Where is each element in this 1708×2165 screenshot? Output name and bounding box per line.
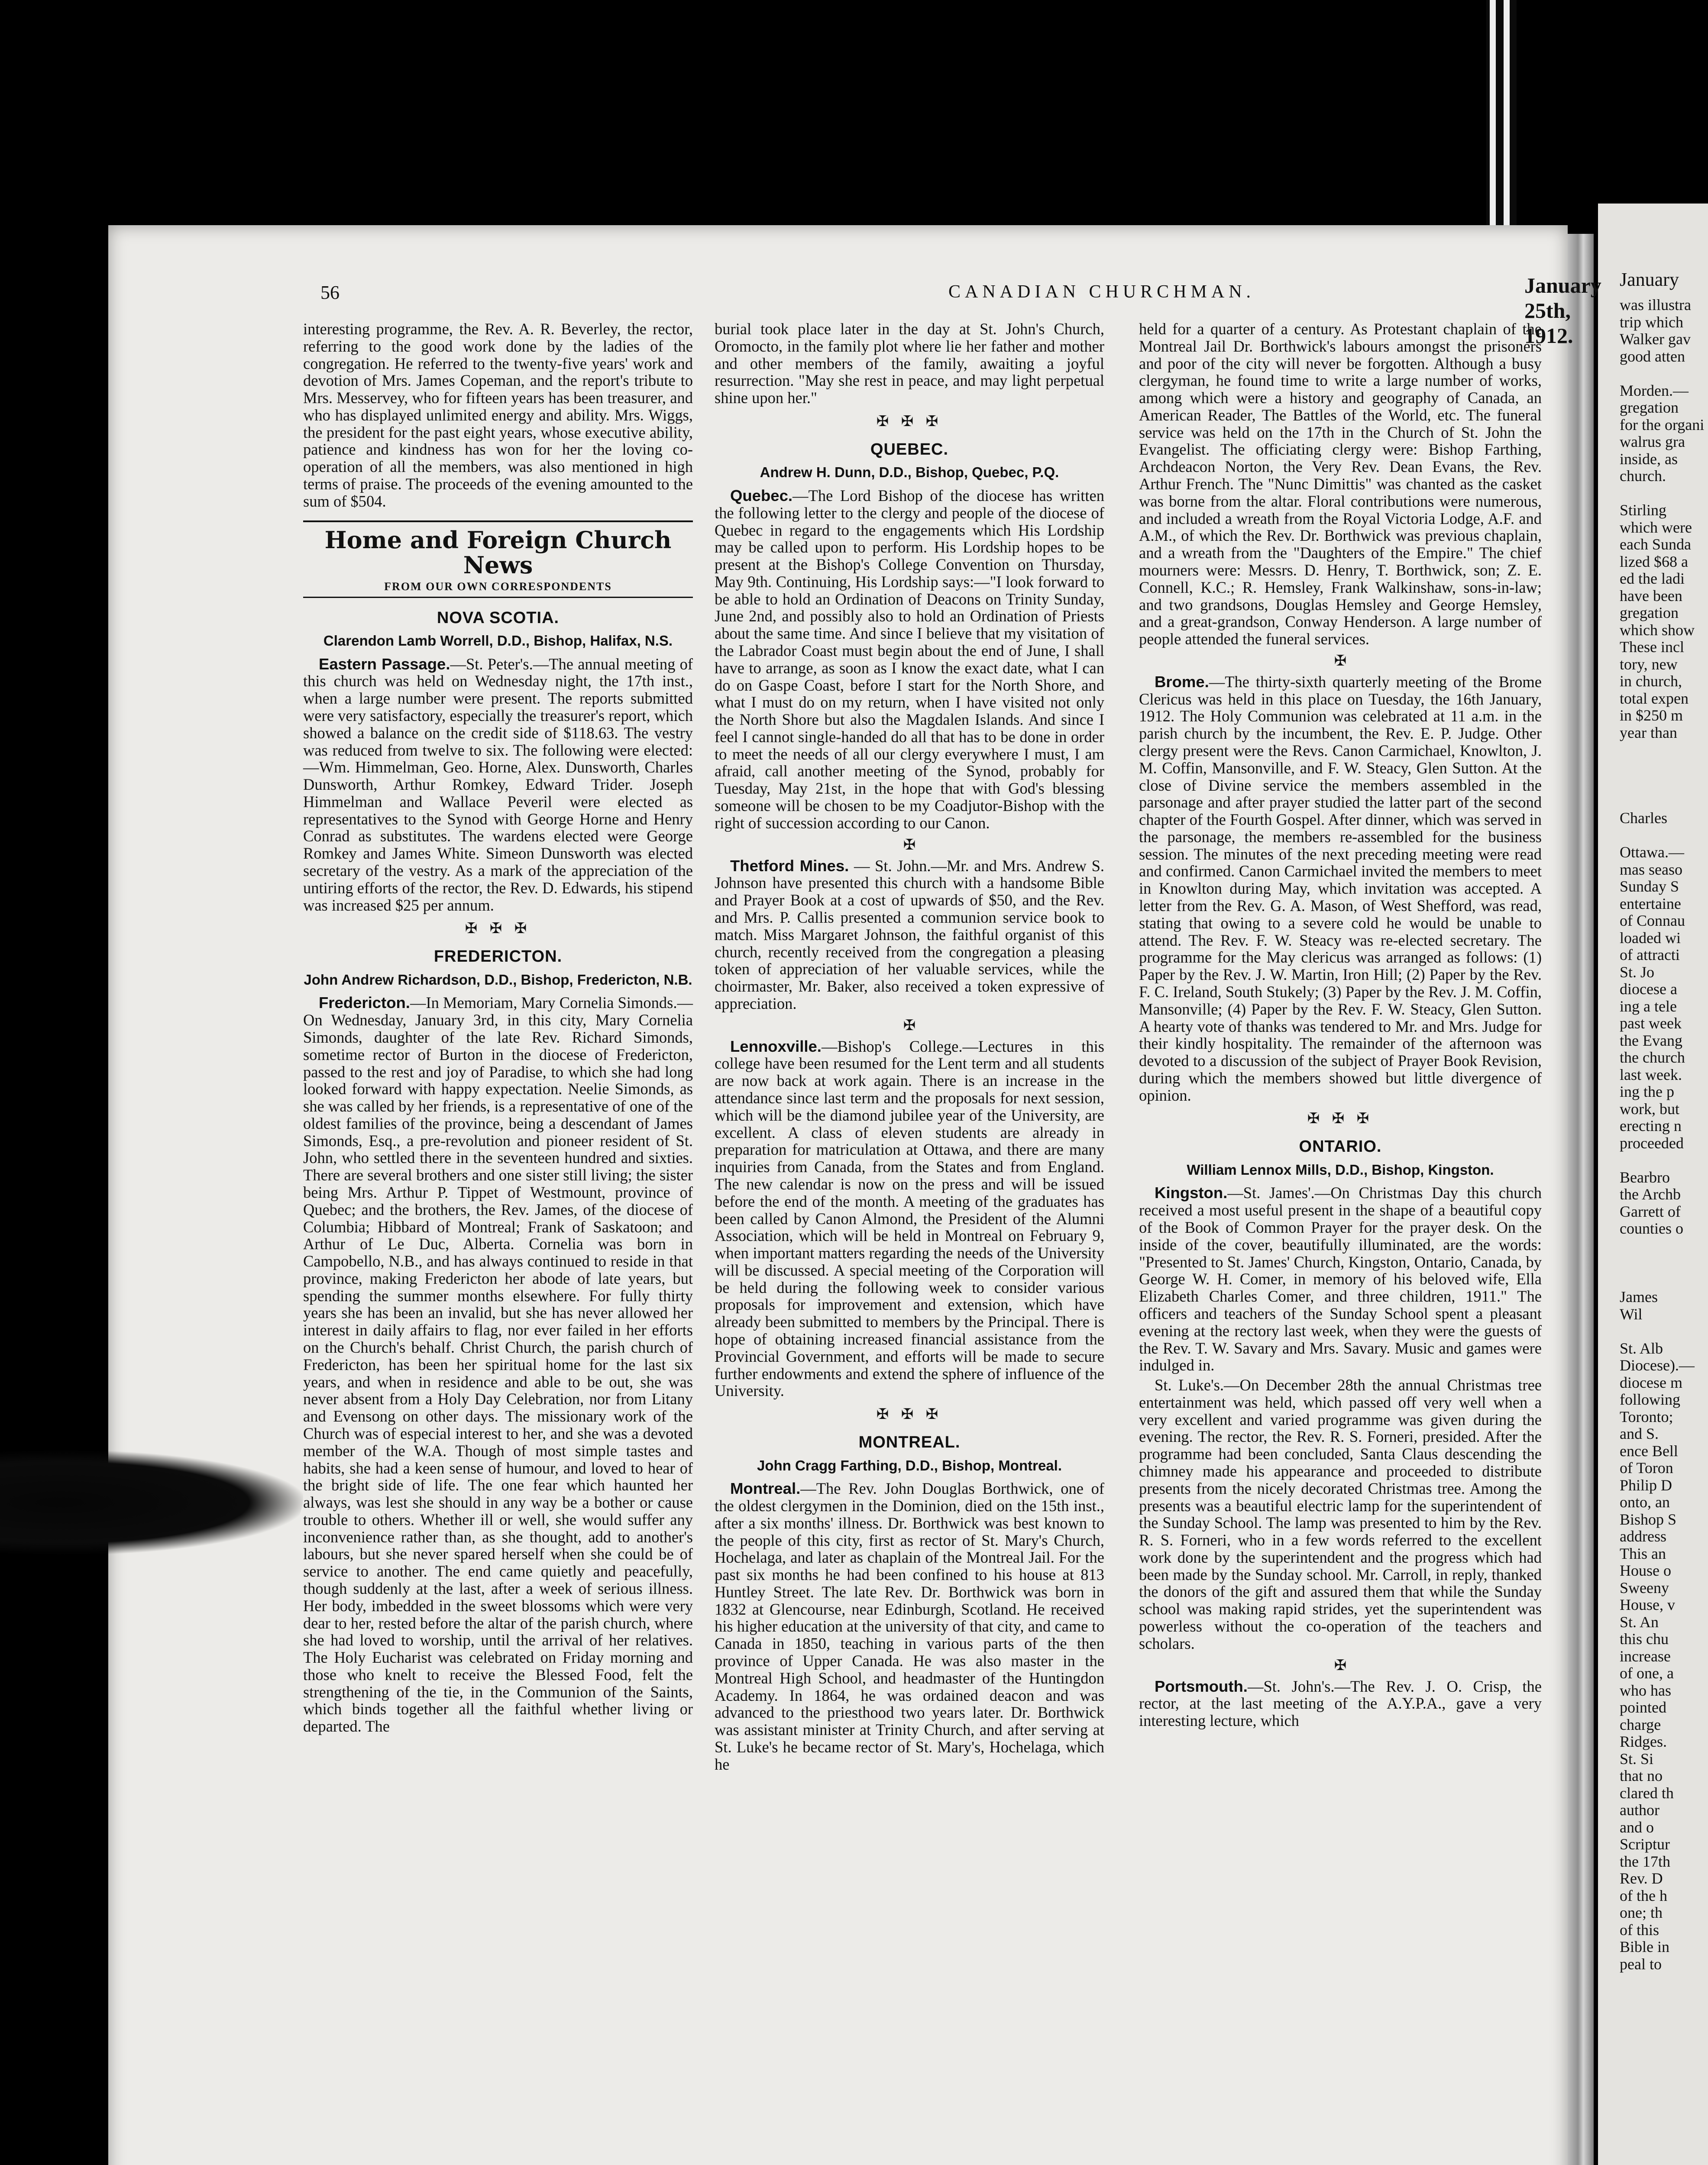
news-item: St. Luke's.—On December 28th the annual Christmas tree entertainment was held, which passed off very well when a very excellent and varied programme was given during the evening. The rector, the Rev. R. S. Forneri, presided. After the programme had been concluded, Santa Claus descending the chimney made his appearance and proceeded to distribute presents from the nicely decorated Christmas tree. Among the presents was a beautiful electric lamp for the superintendent of the Sunday School. The lamp was presented to him by the Rev. R. S. Forneri, who in a few words referred to the excellent work done by the superintendent and the progress which had been made by the Sunday school. Mr. Carroll, in reply, thanked the donors of the gift and assured them that while the Sunday school was making rapid strides, yet the superintendent was powerless without the co-operation of the teachers and scholars.	[1139, 1376, 1542, 1652]
adjacent-page-line: Sweeny	[1620, 1579, 1669, 1596]
adjacent-page-line: tory, new	[1620, 655, 1678, 673]
bishop-line: John Cragg Farthing, D.D., Bishop, Montreal.	[757, 1457, 1062, 1473]
diocese-heading-quebec: QUEBEC.	[870, 440, 949, 459]
adjacent-page-line: Bible in	[1620, 1938, 1669, 1955]
place-name: Montreal.	[730, 1480, 801, 1498]
adjacent-page-line: Charles	[1620, 809, 1667, 827]
adjacent-page-line: St. Jo	[1620, 963, 1655, 981]
ornament-divider: ✠ ✠ ✠	[876, 1406, 943, 1423]
adjacent-page-line: the Archb	[1620, 1186, 1681, 1203]
adjacent-page-line: which were	[1620, 518, 1692, 536]
banner-title: Home and Foreign Church News	[324, 526, 672, 579]
adjacent-page-line: trip which	[1620, 313, 1683, 331]
page-header	[182, 273, 1601, 348]
adjacent-page-line: last week.	[1620, 1066, 1682, 1083]
adjacent-page	[1598, 204, 1708, 2165]
bishop-line: William Lennox Mills, D.D., Bishop, Kingston.	[1187, 1161, 1494, 1178]
adjacent-page-line	[1620, 365, 1708, 382]
place-name: Thetford Mines.	[730, 856, 849, 875]
ornament-small: ✠	[1334, 1657, 1347, 1674]
adjacent-page-line: ing the p	[1620, 1083, 1674, 1100]
ornament-divider: ✠ ✠ ✠	[1307, 1111, 1374, 1127]
adjacent-page-line: gregation	[1620, 399, 1679, 416]
diocese-heading-ontario: ONTARIO.	[1299, 1137, 1382, 1156]
adjacent-page-line: lized $68 a	[1620, 553, 1688, 570]
news-item	[1139, 1184, 1542, 1374]
adjacent-page-line: Bearbro	[1620, 1168, 1670, 1186]
place-name: Portsmouth.	[1155, 1677, 1248, 1695]
adjacent-page-line	[1620, 827, 1708, 844]
adjacent-page-line: Rev. D	[1620, 1870, 1663, 1887]
adjacent-page-line	[1620, 793, 1708, 810]
adjacent-page-line	[1620, 1238, 1708, 1255]
news-item	[715, 487, 1104, 832]
article-continuation: held for a quarter of a century. As Protestant chaplain of the Montreal Jail Dr. Borthwick's labours amongst the prisoners and poor of the city will never be forgotten. Although a busy clergyman, he found time to write a large number of works, among which were a history and geography of Canada, an American Reader, The Battles of the World, etc. The funeral service was held on the 17th in the Church of St. John the Evangelist. The officiating clergy were: Bishop Farthing, Archdeacon Norton, the Very Rev. Dean Evans, the Rev. Arthur French. The "Nunc Dimittis" was chanted as the casket was borne from the altar. Floral contributions were numerous, and included a wreath from the Royal Victoria Lodge, A.F. and A.M., of which the Rev. Dr. Borthwick was previous chaplain, and a wreath from the "Daughters of the Empire." The chief mourners were: Messrs. D. Henry, T. Borthwick, son; Z. E. Connell, K.C.; R. Hemsley, Frank Walkinshaw, sons-in-law; and two grandsons, Douglas Hemsley and George Hemsley, and a great-grandson, Conway Henderson. A large number of people attended the funeral services.	[1139, 320, 1542, 648]
column-2	[715, 320, 1104, 1775]
adjacent-page-line: This an	[1620, 1545, 1666, 1562]
place-name: Lennoxville.	[730, 1037, 822, 1055]
adjacent-page-line: loaded wi	[1620, 929, 1681, 947]
adjacent-page-line: St. An	[1620, 1613, 1659, 1631]
adjacent-page-line: good atten	[1620, 347, 1685, 365]
bishop-line: Andrew H. Dunn, D.D., Bishop, Quebec, P.Q.	[760, 464, 1059, 481]
news-item	[303, 994, 693, 1735]
article-continuation: interesting programme, the Rev. A. R. Beverley, the rector, referring to the good work done by the ladies of the congregation. He referred to the twenty-five years' work and devotion of Mrs. James Copeman, and the report's tribute to Mrs. Messervey, who for fifteen years has been treasurer, and who has displayed unlimited energy and ability. Mrs. Wiggs, the president for the past eight years, whose executive ability, patience and kindness has won for her the loving co-operation of all the members, was also mentioned in high terms of praise. The proceeds of the evening amounted to the sum of $504.	[303, 320, 693, 510]
adjacent-page-line: Toronto;	[1620, 1408, 1673, 1425]
adjacent-page-line: of Toron	[1620, 1459, 1673, 1477]
news-text: —The Rev. John Douglas Borthwick, one of the oldest clergymen in the Dominion, died on the 15th inst., after a six months' illness. Dr. Borthwick was best known to the people of this city, first as rector of St. Mary's Church, Hochelaga, and later as chaplain of the Montreal Jail. For the past six months he had been confined to his house at 813 Huntley Street. The late Rev. Dr. Borthwick was born in 1832 at Glencourse, near Edinburgh, Scotland. He received his higher education at the university of that city, and came to Canada in 1850, teaching in various parts of the then province of Upper Canada. He was also master in the Montreal High School, and headmaster of the Huntingdon Academy. In 1864, he was ordained deacon and was advanced to the priesthood two years later. Dr. Borthwick was assistant minister at Trinity Church, and after serving at St. Luke's he became rector of St. Mary's, Hochelaga, which he	[715, 1480, 1104, 1773]
adjacent-page-line: have been	[1620, 587, 1682, 604]
adjacent-page-line	[1620, 1254, 1708, 1272]
ornament-small: ✠	[903, 837, 916, 853]
place-name: Eastern Passage.	[319, 655, 450, 673]
adjacent-page-line: Stirling	[1620, 501, 1667, 519]
news-item	[715, 1480, 1104, 1773]
news-text: —St. John's.—The Rev. J. O. Crisp, the rector, at the last meeting of the A.Y.P.A., gave a very interesting lecture, which	[1139, 1677, 1542, 1730]
news-text: —The thirty-sixth quarterly meeting of the Brome Clericus was held in this place on Tuesday, the 16th January, 1912. The Holy Communion was celebrated at 11 a.m. in the parish church by the incumbent, the Rev. E. P. Judge. Other clergy present were the Revs. Canon Carmichael, Knowlton, J. M. Coffin, Mansonville, and F. W. Steacy, Glen Sutton. At the close of Divine service the members assembled in the parsonage and after prayer studied the latter part of the second chapter of the Fourth Gospel. After dinner, which was served in the parsonage, the members re-assembled for the business session. The minutes of the next preceding meeting were read and confirmed. Canon Carmichael invited the members to meet in Knowlton during May, which invitation was accepted. A letter from the Rev. G. A. Mason, of West Shefford, was read, stating that owing to a severe cold he would be unable to attend. The Rev. F. W. Steacy was re-elected secretary. The programme for the May clericus was arranged as follows: (1) Paper by the Rev. J. W. Martin, Iron Hill; (2) Paper by the Rev. F. C. Ireland, South Stukely; (3) Paper by the Rev. J. M. Coffin, Mansonville; (4) Paper by the Rev. F. W. Steacy, Glen Sutton. A hearty vote of thanks was tendered to Mr. and Mrs. Judge for their kindly hospitality. The remainder of the afternoon was devoted to a discussion of the subject of Prayer Book Revision, during which the members showed but little divergence of opinion.	[1139, 672, 1542, 1104]
place-name: Brome.	[1155, 672, 1209, 691]
adjacent-page-line: was illustra	[1620, 296, 1691, 313]
adjacent-page-line: Philip D	[1620, 1476, 1672, 1494]
adjacent-page-line: ence Bell	[1620, 1442, 1678, 1460]
adjacent-page-line: and S.	[1620, 1425, 1659, 1442]
adjacent-page-line: St. Si	[1620, 1750, 1654, 1768]
adjacent-page-line: inside, as	[1620, 450, 1678, 468]
reader-thumb-shadow	[0, 1451, 303, 1554]
adjacent-page-line: the 17th	[1620, 1852, 1670, 1870]
running-title: CANADIAN CHURCHMAN.	[948, 282, 1255, 302]
news-item	[303, 656, 693, 914]
adjacent-page-line: clared th	[1620, 1784, 1674, 1802]
column-1	[303, 320, 693, 1738]
adjacent-page-line: gregation	[1620, 604, 1679, 621]
adjacent-page-line: These incl	[1620, 638, 1684, 656]
adjacent-page-line	[1620, 776, 1708, 793]
adjacent-page-line: ed the ladi	[1620, 570, 1685, 587]
page-edge	[1568, 234, 1594, 2165]
ornament-small: ✠	[1334, 653, 1347, 669]
adjacent-page-line	[1620, 1323, 1708, 1340]
adjacent-page-line: Wil	[1620, 1305, 1643, 1323]
news-item	[715, 857, 1104, 1012]
adjacent-page-line: in $250 m	[1620, 707, 1683, 724]
place-name: Kingston.	[1155, 1184, 1228, 1202]
adjacent-page-line: Morden.—	[1620, 381, 1689, 399]
news-item	[1139, 1678, 1542, 1729]
adjacent-page-line: that no	[1620, 1767, 1663, 1784]
adjacent-page-line: in church,	[1620, 672, 1682, 690]
adjacent-page-line: work, but	[1620, 1100, 1679, 1118]
adjacent-page-line: of attracti	[1620, 946, 1680, 963]
adjacent-page-line: each Sunda	[1620, 536, 1691, 553]
bishop-line: John Andrew Richardson, D.D., Bishop, Fredericton, N.B.	[304, 971, 692, 988]
ornament-divider: ✠ ✠ ✠	[465, 921, 531, 937]
adjacent-page-line: Bishop S	[1620, 1510, 1677, 1528]
adjacent-page-column	[1620, 297, 1708, 1973]
issue-date: January 25th, 1912.	[1524, 273, 1601, 348]
adjacent-page-line: onto, an	[1620, 1493, 1670, 1511]
banner-subtitle: FROM OUR OWN CORRESPONDENTS	[384, 580, 612, 593]
adjacent-page-line: author	[1620, 1801, 1659, 1819]
place-name: Quebec.	[730, 486, 793, 504]
adjacent-page-line: past week	[1620, 1015, 1682, 1032]
adjacent-page-line: of this	[1620, 1921, 1659, 1939]
adjacent-page-line: pointed	[1620, 1699, 1666, 1716]
adjacent-page-line: counties o	[1620, 1220, 1683, 1237]
adjacent-page-line: proceeded	[1620, 1134, 1684, 1152]
adjacent-page-line: one; th	[1620, 1904, 1663, 1921]
adjacent-page-line: of the h	[1620, 1887, 1667, 1904]
place-name: Fredericton.	[319, 994, 410, 1012]
adjacent-page-line: Sunday S	[1620, 878, 1679, 895]
adjacent-page-line: Ridges.	[1620, 1733, 1667, 1750]
adjacent-page-line: House, v	[1620, 1596, 1675, 1613]
adjacent-page-line	[1620, 485, 1708, 502]
adjacent-page-line: charge	[1620, 1716, 1661, 1733]
adjacent-page-line: and o	[1620, 1818, 1654, 1836]
adjacent-page-line	[1620, 759, 1708, 776]
adjacent-page-line: diocese a	[1620, 980, 1677, 998]
adjacent-page-line: mas seaso	[1620, 860, 1682, 878]
article-continuation: burial took place later in the day at St. John's Church, Oromocto, in the family plot where lie her father and mother and other members of the family, awaiting a joyful resurrection. "May she rest in peace, and may light perpetual shine upon her."	[715, 320, 1104, 407]
ornament-divider: ✠ ✠ ✠	[876, 413, 943, 430]
adjacent-page-line: who has	[1620, 1681, 1671, 1699]
adjacent-page-line: Scriptur	[1620, 1835, 1670, 1853]
adjacent-page-line: Garrett of	[1620, 1202, 1681, 1220]
adjacent-page-line: increase	[1620, 1647, 1671, 1665]
adjacent-page-line: year than	[1620, 724, 1677, 741]
news-item	[1139, 673, 1542, 1104]
adjacent-page-line: entertaine	[1620, 895, 1681, 912]
adjacent-page-line	[1620, 741, 1708, 759]
adjacent-page-line: total expen	[1620, 689, 1689, 707]
news-text: —Bishop's College.—Lectures in this college have been resumed for the Lent term and all students are now back at work again. There is an increase in the attendance since last term and the proposals for next session, which will be the diamond jubilee year of the University, are excellent. A class of eleven students are already in preparation for matriculation at Ottawa, and there are many inquiries from Canada, from the States and from England. The new calendar is now on the press and will be issued before the end of the month. A meeting of the graduates has been called by Canon Almond, the President of the Alumni Association, which will be held in Montreal on February 9, when important matters regarding the needs of the University will be discussed. A special meeting of the Corporation will be held during the following week to consider various proposals for improvement and extension, which have already been submitted to members by the Principal. There is hope of obtaining increased financial assistance from the Provincial Government, and efforts will be made to secure further endowments and extend the sphere of influence of the University.	[715, 1037, 1104, 1400]
news-text: —St. Peter's.—The annual meeting of this church was held on Wednesday night, the 17th inst., when a large number were present. The reports submitted were very satisfactory, especially the treasurer's report, which showed a balance on the credit side of $118.63. The vestry was reduced from twelve to six. The following were elected:—Wm. Himmelman, Geo. Horne, Alex. Dunsworth, Charles Dunsworth, Arthur Romkey, Edward Trider. Joseph Himmelman and Wallace Peveril were elected as representatives to the Synod with George Horne and Henry Conrad as substitutes. The wardens elected were George Romkey and James White. Simeon Dunsworth was elected secretary of the vestry. As a mark of the appreciation of the untiring efforts of the rector, the Rev. D. Edwards, his stipend was increased $25 per annum.	[303, 655, 693, 914]
news-text: —The Lord Bishop of the diocese has written the following letter to the clergy and people of the diocese of Quebec in regard to the engagements which His Lordship may be called upon to perform. His Lordship hopes to be present at the Bishop's College Convention on Thursday, May 9th. Continuing, His Lordship says:—"I look forward to be able to hold an Ordination of Deacons on Trinity Sunday, June 2nd, and possibly also to hold an Ordination of Priests about the same time. And since I believe that my visitation of the Labrador Coast must begin about the end of June, I shall have to arrange, as soon as I know the exact date, what I can do on Gaspe Coast, before I start for the North Shore, and what I must do on my return, when I have visited not only the North Shore but also the Magdalen Islands. And since I feel I cannot single-handed do all that has to be done in order to meet the needs of all our clergy everywhere I must, I am afraid, call another meeting of the Synod, probably for Tuesday, May 21st, in the hope that with God's blessing someone will be chosen to be my Coadjutor-Bishop with the right of succession according to our Canon.	[715, 486, 1104, 832]
adjacent-page-line: church.	[1620, 467, 1666, 485]
ornament-small: ✠	[903, 1017, 916, 1034]
news-item	[715, 1038, 1104, 1399]
adjacent-page-line: address	[1620, 1528, 1666, 1545]
adjacent-page-line: Ottawa.—	[1620, 843, 1684, 861]
column-3	[1139, 320, 1542, 1732]
adjacent-page-line	[1620, 1152, 1708, 1169]
bishop-line: Clarendon Lamb Worrell, D.D., Bishop, Halifax, N.S.	[323, 633, 673, 649]
adjacent-page-line: Diocese).—	[1620, 1357, 1695, 1374]
adjacent-page-line: House o	[1620, 1562, 1671, 1579]
adjacent-page-line: of Connau	[1620, 912, 1685, 929]
adjacent-page-line: which show	[1620, 621, 1695, 639]
page-number: 56	[320, 282, 340, 303]
adjacent-page-line: the Evang	[1620, 1031, 1682, 1049]
adjacent-page-line: this chu	[1620, 1630, 1669, 1648]
adjacent-page-header: January	[1620, 269, 1679, 290]
adjacent-page-line	[1620, 1272, 1708, 1289]
adjacent-page-line: following	[1620, 1391, 1680, 1408]
news-text: — St. John.—Mr. and Mrs. Andrew S. Johnson have presented this church with a handsome Bible and Prayer Book at a cost of upwards of $50, and the Rev. and Mrs. P. Callis presented a communion service book to match. Miss Margaret Johnson, the faithful organist of this church, recently received from the congregation a pleasing token of appreciation of her valuable services, while the choirmaster, Mr. Baker, also received a token expressive of appreciation.	[715, 856, 1104, 1012]
adjacent-page-line: St. Alb	[1620, 1339, 1663, 1357]
adjacent-page-line: for the organi	[1620, 416, 1705, 433]
adjacent-page-line: ing a tele	[1620, 997, 1677, 1015]
diocese-heading-montreal: MONTREAL.	[858, 1433, 961, 1452]
adjacent-page-line: Walker gav	[1620, 330, 1691, 348]
adjacent-page-line: walrus gra	[1620, 433, 1685, 450]
news-text: —In Memoriam, Mary Cornelia Simonds.—On Wednesday, January 3rd, in this city, Mary Cornelia Simonds, daughter of the late Rev. Richard Simonds, sometime rector of Burton in the diocese of Fredericton, passed to the rest and joy of Paradise, to which she had long looked forward with happy expectation. Neelie Simonds, as she was called by her friends, is a representative of one of the oldest families of the province, being a descendant of James Simonds, Esq., a pre-revolution and pioneer resident of St. John, who settled there in the seventeen hundred and sixties. There are several brothers and one sister still living; the sister being Mrs. Arthur P. Tippet of Westmount, province of Quebec; and the brothers, the Rev. James, of the diocese of Columbia; Hibbard of Montreal; Frank of Saskatoon; and Arthur of Le Duc, Alberta. Cornelia was born in Campobello, N.B., and has always continued to reside in that province, making Fredericton her abode of late years, but spending the summer months elsewhere. For fully thirty years she has been an invalid, but she has never allowed her interest in daily affairs to flag, nor ever failed in her efforts on the Church's behalf. Christ Church, the parish church of Fredericton, has been her spiritual home for the last six years, and when in residence and able to be out, she was never absent from a Holy Day Celebration, nor from Litany and Evensong on other days. The missionary work of the Church was of especial interest to her, and she was a devoted member of the W.A. Though of most simple tastes and habits, she had a keen sense of humour, and loved to hear of the bright side of life. The one fear which haunted her always, was lest she should in any way be a bother or cause trouble to others. Whether ill or well, she would suffer any inconvenience rather than, as she thought, add to another's labours, but she never spared herself when she could be of service to another. The end came quietly and peacefully, though suddenly at the last, after a week of serious illness. Her body, imbedded in the sweet blossoms which were very dear to her, rested before the altar of the parish church, where she had loved to worship, until the arrival of her relatives. The Holy Eucharist was celebrated on Friday morning and those who knelt to receive the Blessed Food, felt the strengthening of the tie, in the Communion of the Saints, which binds together all the faithful whether living or departed. The	[303, 994, 693, 1735]
diocese-heading-nova-scotia: NOVA SCOTIA.	[437, 608, 560, 627]
news-text: —St. James'.—On Christmas Day this church received a most useful present in the shape of a beautiful copy of the Book of Common Prayer for the prayer desk. On the inside of the cover, beautifully illuminated, are the words: "Presented to St. James' Church, Kingston, Ontario, Canada, by George W. H. Comer, in memory of his beloved wife, Ella Elizabeth Charles Comer, and three children, 1911." The officers and teachers of the Sunday School spent a pleasant evening at the rectory last week, when they were the guests of the Rev. T. W. Savary and Mrs. Savary. Music and games were indulged in.	[1139, 1184, 1542, 1374]
adjacent-page-line: diocese m	[1620, 1373, 1682, 1391]
adjacent-page-line: James	[1620, 1288, 1658, 1305]
adjacent-page-line: erecting n	[1620, 1117, 1682, 1134]
adjacent-page-line: the church	[1620, 1049, 1685, 1066]
diocese-heading-fredericton: FREDERICTON.	[433, 947, 563, 966]
section-banner	[303, 520, 693, 598]
adjacent-page-line: of one, a	[1620, 1664, 1674, 1682]
adjacent-page-line: peal to	[1620, 1955, 1662, 1973]
